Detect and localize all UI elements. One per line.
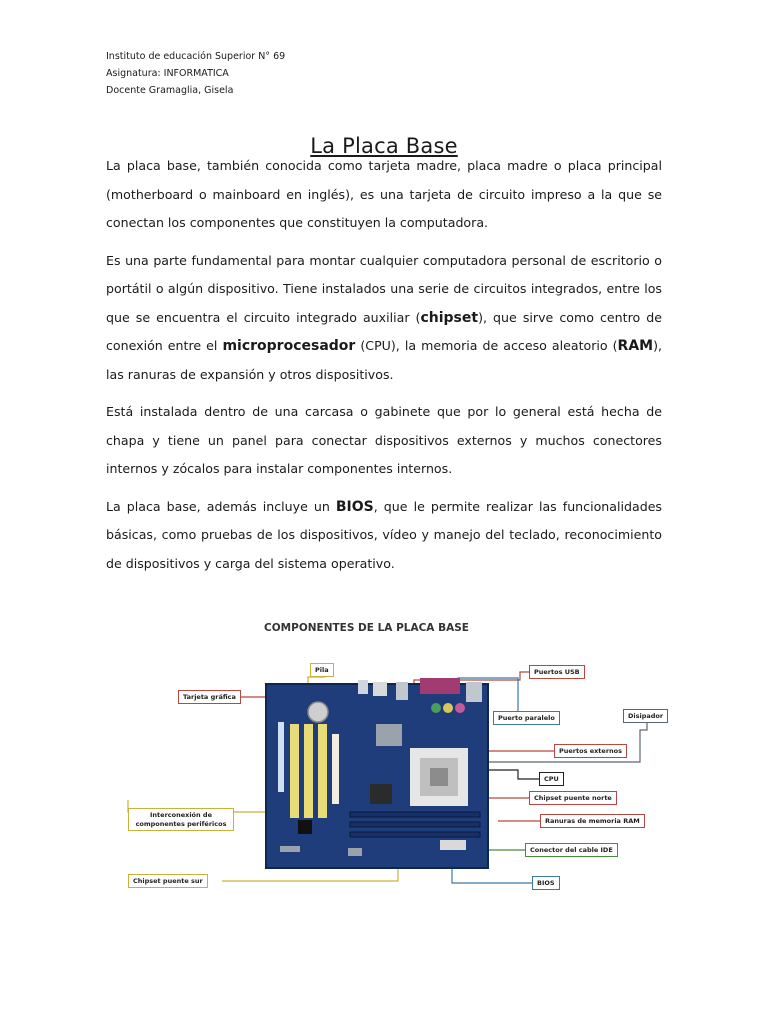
label-interconexion: Interconexión de componentes periféricos — [128, 808, 234, 831]
label-disipador: Disipador — [623, 709, 668, 723]
cpu-socket — [410, 748, 468, 806]
term-bios: BIOS — [335, 498, 374, 515]
institute-line: Instituto de educación Superior N° 69 — [106, 51, 286, 62]
label-ranuras-ram: Ranuras de memoria RAM — [540, 814, 645, 828]
label-bios: BIOS — [532, 876, 560, 890]
paragraph-1: La placa base, también conocida como tarjeta madre, placa madre o placa principal (motherboard o mainboard en inglés), es una tarjeta de circuito impreso a la que se conectan los componentes que constituyen la computadora. — [106, 158, 662, 230]
label-puertos-usb: Puertos USB — [529, 665, 585, 679]
term-chipset: chipset — [420, 309, 479, 326]
document-header — [106, 48, 285, 99]
ram-slots — [350, 812, 480, 837]
figure-title: COMPONENTES DE LA PLACA BASE — [264, 622, 469, 634]
paragraph-4: La placa base, además incluye un BIOS, que le permite realizar las funcionalidades básicas, como pruebas de los dispositivos, vídeo y manejo del teclado, reconocimiento de dispositivos y carga del sistema operativo. — [106, 498, 662, 571]
motherboard-figure — [118, 612, 672, 902]
teacher-line: Docente Gramaglia, Gisela — [106, 85, 234, 96]
label-cpu: CPU — [539, 772, 564, 786]
subject-line: Asignatura: INFORMATICA — [106, 68, 229, 79]
label-chipset-sur: Chipset puente sur — [128, 874, 208, 888]
paragraph-3: Está instalada dentro de una carcasa o gabinete que por lo general está hecha de chapa y tiene un panel para conectar dispositivos externos y muchos conectores internos y zócalos para instalar componentes internos. — [106, 404, 662, 476]
label-puertos-externos: Puertos externos — [554, 744, 627, 758]
document-title: La Placa Base — [310, 134, 458, 159]
label-chipset-norte: Chipset puente norte — [529, 791, 617, 805]
term-microprocesador: microprocesador — [222, 338, 356, 354]
label-conector-ide: Conector del cable IDE — [525, 843, 618, 857]
label-pila: Pila — [310, 663, 334, 677]
document-body — [106, 152, 662, 587]
term-ram: RAM — [617, 338, 654, 354]
label-tarjeta-grafica: Tarjeta gráfica — [178, 690, 241, 704]
paragraph-2: Es una parte fundamental para montar cualquier computadora personal de escritorio o portátil o algún dispositivo. Tiene instalados una serie de circuitos integrados, entre los que se encuentra el circuito integrado auxiliar (chipset), que sirve como centro de conexión entre el microprocesador (CPU), la memoria de acceso aleatorio (RAM), las ranuras de expansión y otros dispositivos. — [106, 252, 663, 382]
label-puerto-paralelo: Puerto paralelo — [493, 711, 560, 725]
